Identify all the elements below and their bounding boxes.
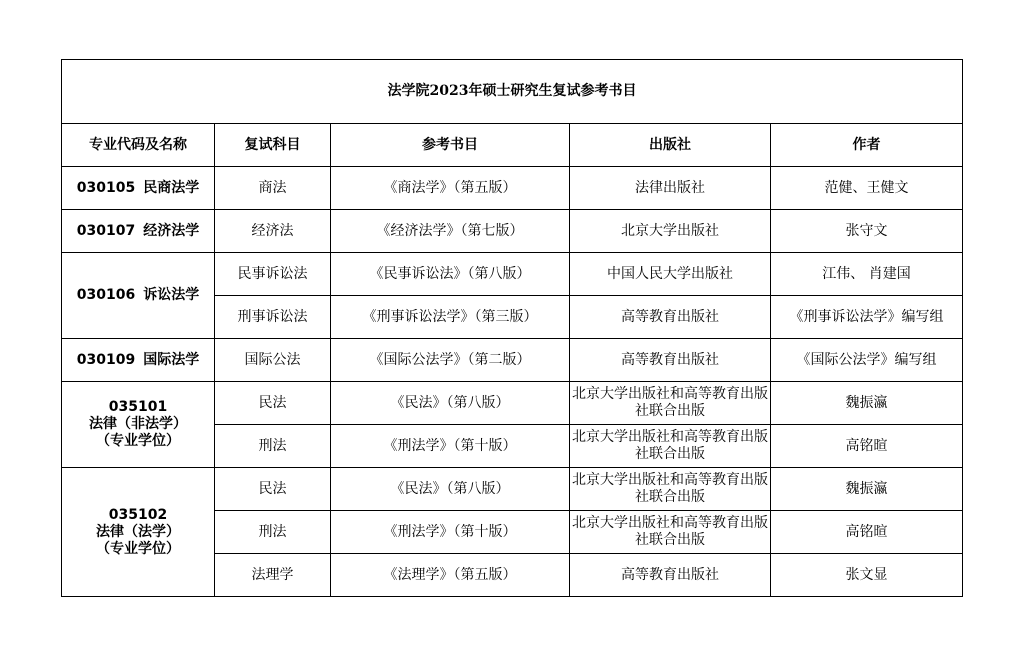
publisher-cell: 北京大学出版社和高等教育出版社联合出版	[570, 425, 771, 468]
page-title: 法学院2023年硕士研究生复试参考书目	[62, 60, 963, 124]
table-row	[62, 382, 963, 425]
major-name: 法律（非法学）	[89, 416, 187, 432]
major-cell	[62, 339, 215, 382]
author-cell: 张守文	[771, 210, 963, 253]
author-cell: 高铭暄	[771, 511, 963, 554]
book-cell: 《国际公法学》（第二版）	[331, 339, 570, 382]
publisher-cell: 北京大学出版社和高等教育出版社联合出版	[570, 468, 771, 511]
subject-cell: 民法	[215, 382, 331, 425]
subject-cell: 经济法	[215, 210, 331, 253]
subject-cell: 法理学	[215, 554, 331, 597]
table-row	[62, 210, 963, 253]
major-cell	[62, 382, 215, 468]
major-name: 诉讼法学	[143, 287, 200, 303]
major-name: 民商法学	[143, 179, 200, 196]
book-cell: 《刑法学》（第十版）	[331, 511, 570, 554]
subject-cell: 民事诉讼法	[215, 253, 331, 296]
subject-cell: 国际公法	[215, 339, 331, 382]
publisher-cell: 北京大学出版社	[570, 210, 771, 253]
header-author: 作者	[771, 124, 963, 167]
header-publisher: 出版社	[570, 124, 771, 167]
author-cell: 范健、王健文	[771, 167, 963, 210]
publisher-cell: 北京大学出版社和高等教育出版社联合出版	[570, 382, 771, 425]
major-cell	[62, 210, 215, 253]
publisher-cell: 高等教育出版社	[570, 339, 771, 382]
book-cell: 《法理学》（第五版）	[331, 554, 570, 597]
author-cell: 魏振瀛	[771, 468, 963, 511]
book-cell: 《民法》（第八版）	[331, 382, 570, 425]
major-code: 030105	[76, 179, 136, 196]
subject-cell: 民法	[215, 468, 331, 511]
major-name: 法律（法学）	[96, 523, 180, 540]
author-cell: 张文显	[771, 554, 963, 597]
table-row	[62, 253, 963, 296]
reference-book-table-frame	[61, 59, 962, 597]
major-degree-type: （专业学位）	[96, 433, 180, 449]
publisher-cell: 高等教育出版社	[570, 296, 771, 339]
author-cell: 高铭暄	[771, 425, 963, 468]
reference-book-table	[61, 59, 963, 597]
book-cell: 《刑法学》（第十版）	[331, 425, 570, 468]
header-row	[62, 124, 963, 167]
major-name: 经济法学	[143, 222, 200, 239]
major-cell	[62, 468, 215, 597]
major-code: 030107	[76, 222, 136, 239]
major-degree-type: （专业学位）	[96, 540, 180, 557]
header-book: 参考书目	[331, 124, 570, 167]
table-row	[62, 167, 963, 210]
subject-cell: 刑法	[215, 425, 331, 468]
table-row	[62, 339, 963, 382]
major-cell	[62, 253, 215, 339]
book-cell: 《商法学》（第五版）	[331, 167, 570, 210]
major-code: 030109	[76, 351, 136, 368]
book-cell: 《民法》（第八版）	[331, 468, 570, 511]
author-cell: 江伟、 肖建国	[771, 253, 963, 296]
subject-cell: 刑法	[215, 511, 331, 554]
author-cell: 魏振瀛	[771, 382, 963, 425]
header-subject: 复试科目	[215, 124, 331, 167]
major-code: 035102	[108, 506, 168, 523]
table-row	[62, 468, 963, 511]
publisher-cell: 中国人民大学出版社	[570, 253, 771, 296]
major-cell	[62, 167, 215, 210]
publisher-cell: 高等教育出版社	[570, 554, 771, 597]
author-cell: 《国际公法学》编写组	[771, 339, 963, 382]
publisher-cell: 法律出版社	[570, 167, 771, 210]
book-cell: 《民事诉讼法》（第八版）	[331, 253, 570, 296]
header-major: 专业代码及名称	[62, 124, 215, 167]
book-cell: 《刑事诉讼法学》（第三版）	[331, 296, 570, 339]
book-cell: 《经济法学》（第七版）	[331, 210, 570, 253]
publisher-cell: 北京大学出版社和高等教育出版社联合出版	[570, 511, 771, 554]
subject-cell: 刑事诉讼法	[215, 296, 331, 339]
author-cell: 《刑事诉讼法学》编写组	[771, 296, 963, 339]
major-code: 030106	[76, 287, 136, 303]
subject-cell: 商法	[215, 167, 331, 210]
major-code: 035101	[108, 399, 168, 415]
major-name: 国际法学	[143, 351, 200, 368]
